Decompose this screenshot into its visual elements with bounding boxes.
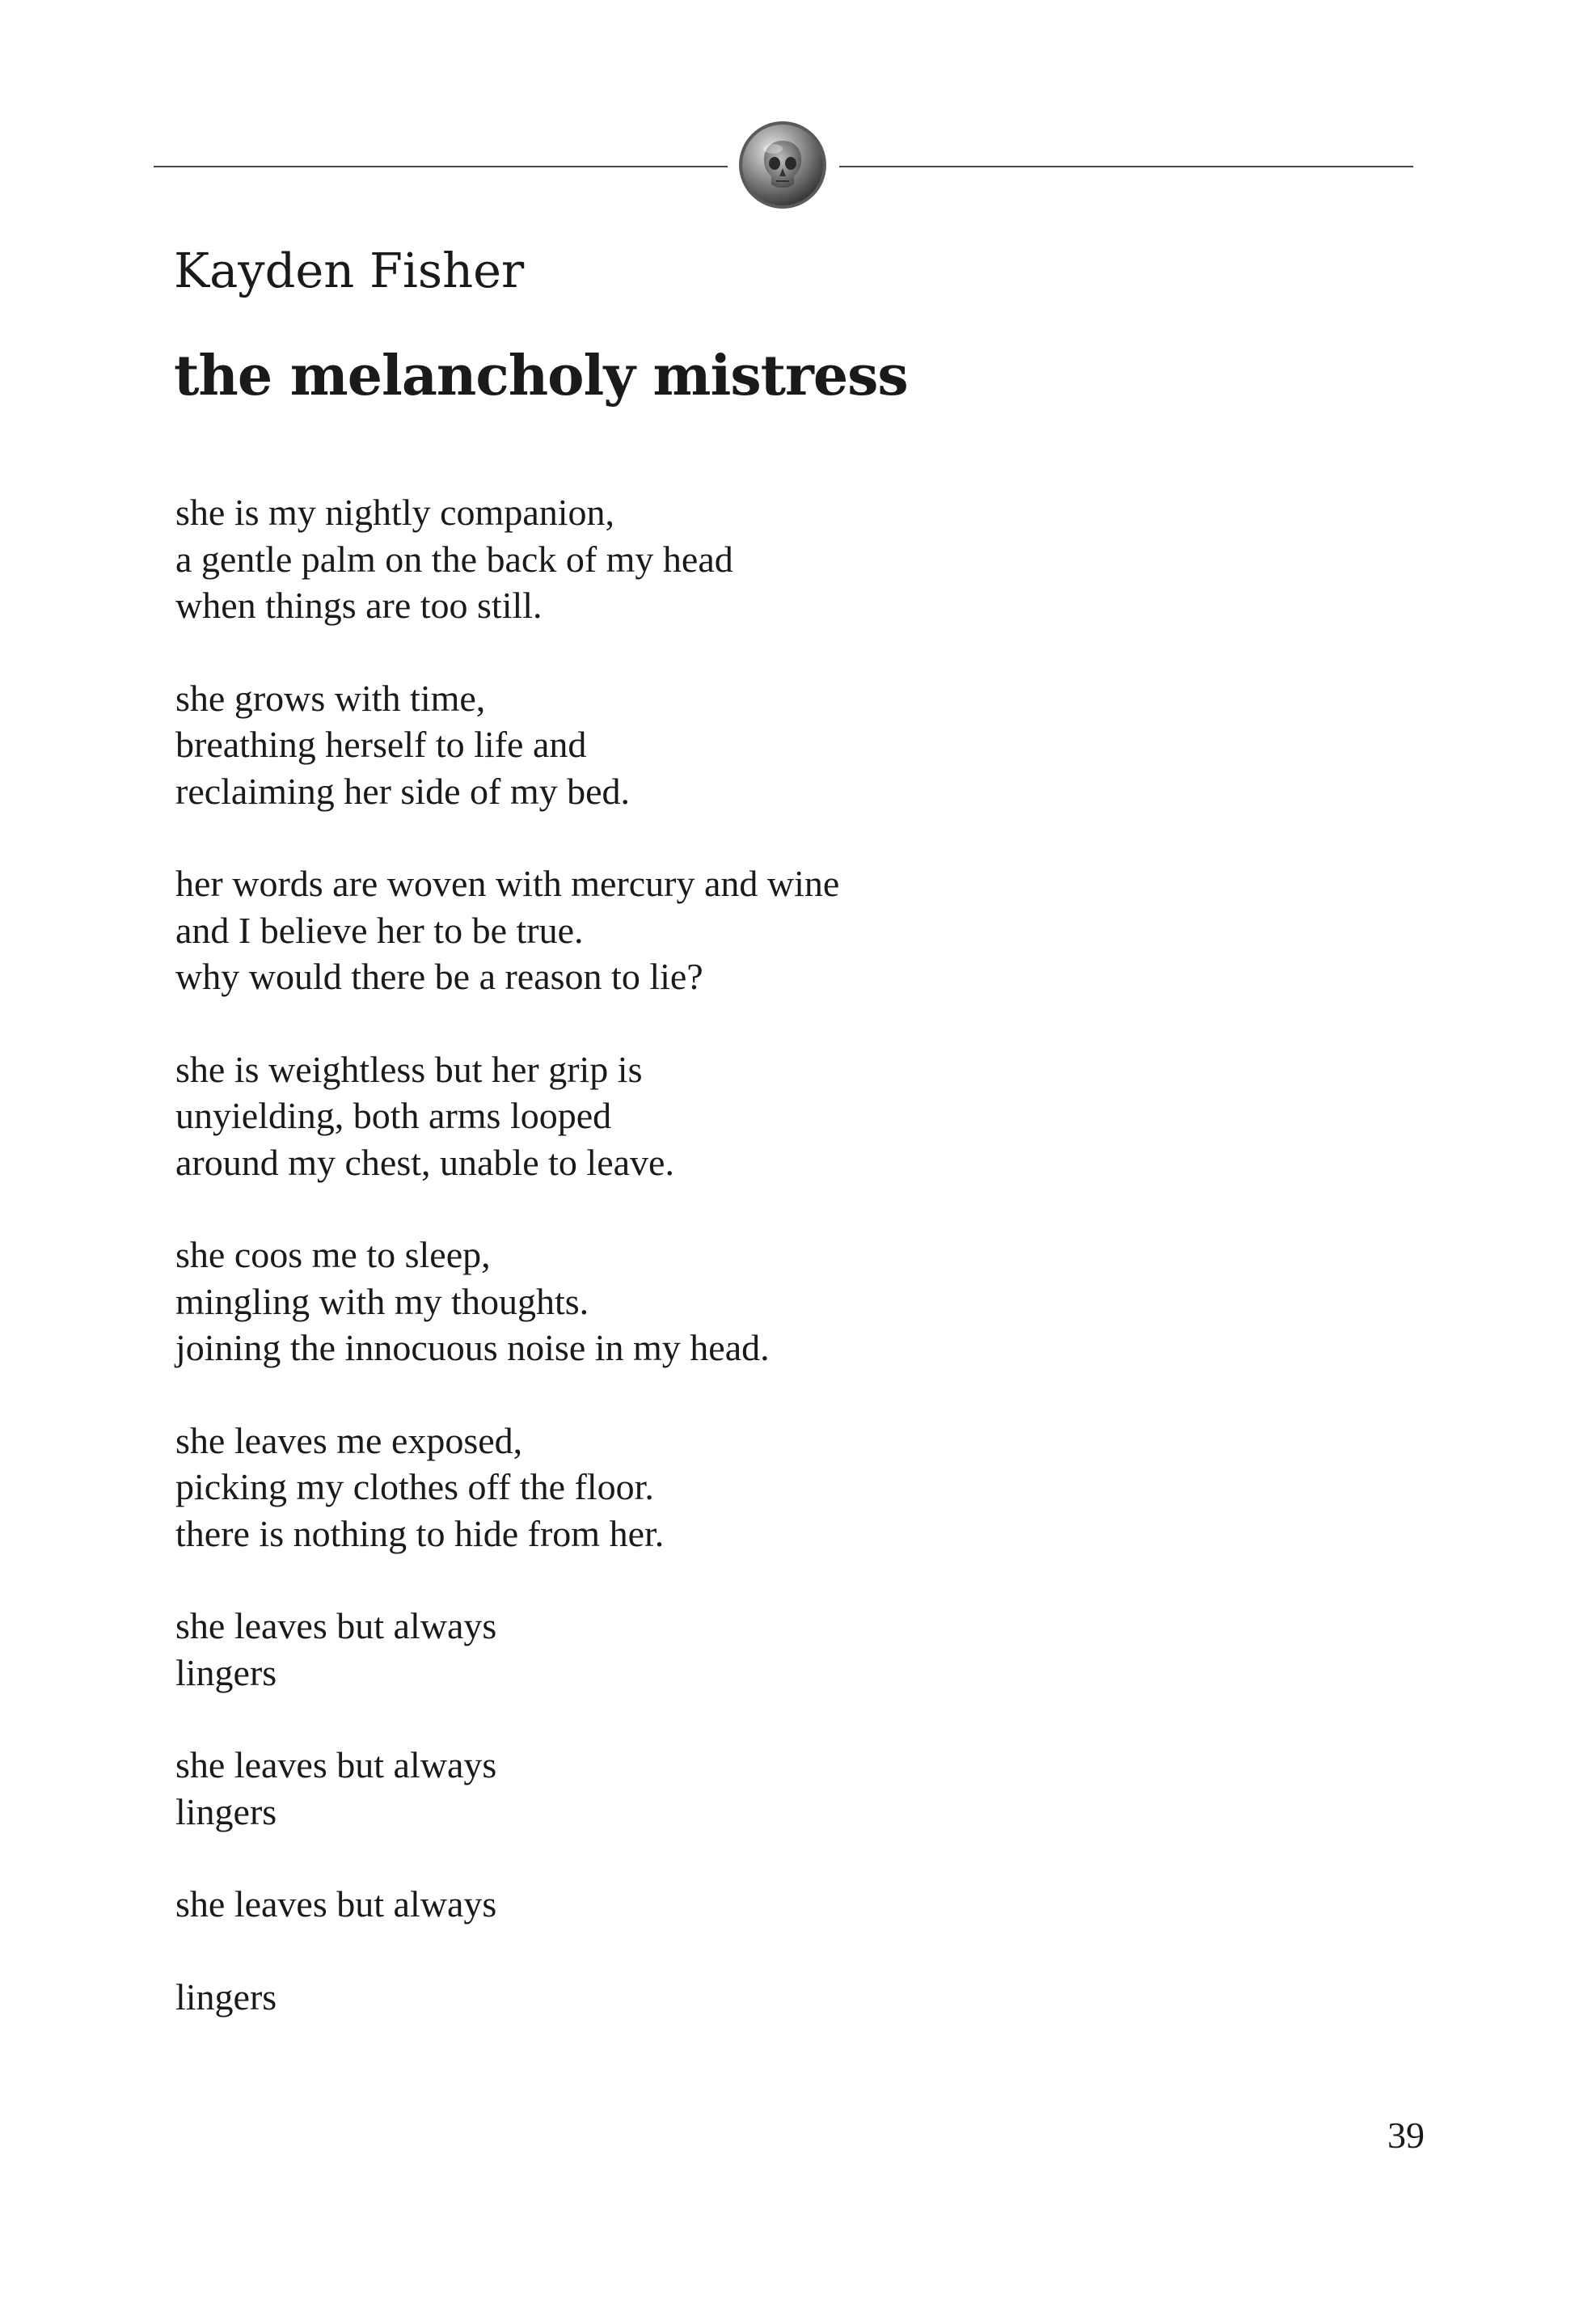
stanza — [175, 1603, 1388, 1696]
poem-line: she coos me to sleep, — [175, 1234, 491, 1275]
poem-line: around my chest, unable to leave. — [175, 1141, 674, 1183]
stanza — [175, 1418, 1388, 1557]
poem-line: there is nothing to hide from her. — [175, 1512, 665, 1554]
poem-line: a gentle palm on the back of my head — [175, 538, 733, 580]
poem-line: she leaves but always — [175, 1605, 497, 1646]
poem-line: lingers — [175, 1790, 277, 1832]
stanza — [175, 1232, 1388, 1371]
stanza — [175, 489, 1388, 629]
poem-line: picking my clothes off the floor. — [175, 1466, 654, 1507]
stanza — [175, 1742, 1388, 1835]
poem-line: joining the innocuous noise in my head. — [175, 1327, 770, 1368]
poem-title: the melancholy mistress — [174, 344, 908, 408]
skull-medallion-icon — [737, 120, 828, 210]
poem-line: she grows with time, — [175, 677, 486, 719]
poem-body — [175, 489, 1388, 2066]
poem-line: when things are too still. — [175, 585, 543, 626]
author-name: Kayden Fisher — [174, 243, 525, 298]
stanza — [175, 675, 1388, 815]
poem-line: unyielding, both arms looped — [175, 1095, 612, 1136]
poem-line: mingling with my thoughts. — [175, 1280, 589, 1322]
stanza — [175, 1881, 1388, 1928]
poem-line: she leaves but always — [175, 1883, 497, 1925]
poem-line: she leaves but always — [175, 1744, 497, 1785]
poem-line: her words are woven with mercury and wine — [175, 863, 840, 904]
poem-line: why would there be a reason to lie? — [175, 956, 703, 997]
stanza — [175, 1974, 1388, 2021]
poem-line: reclaiming her side of my bed. — [175, 770, 631, 812]
poem-line: she is weightless but her grip is — [175, 1048, 643, 1090]
header-rule-left — [154, 166, 728, 167]
header-rule-right — [839, 166, 1413, 167]
poem-line: she leaves me exposed, — [175, 1419, 523, 1461]
poem-line: she is my nightly companion, — [175, 492, 615, 533]
poem-line: and I believe her to be true. — [175, 909, 584, 951]
poem-line: breathing herself to life and — [175, 724, 587, 765]
stanza — [175, 1046, 1388, 1186]
stanza — [175, 860, 1388, 1000]
poem-line: lingers — [175, 1975, 277, 2018]
page-number: 39 — [1387, 2115, 1425, 2156]
poem-line: lingers — [175, 1651, 277, 1693]
